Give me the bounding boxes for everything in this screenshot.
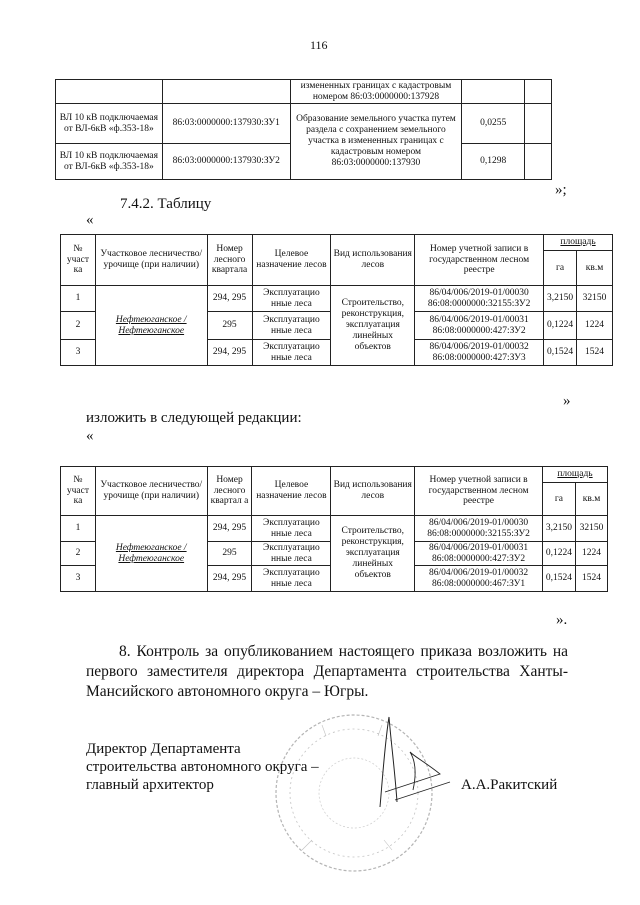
top-row1-col2: 86:03:0000000:137930:ЗУ1 [162, 104, 290, 144]
quarter-cell: 294, 295 [207, 286, 252, 312]
table-row: 3 [61, 566, 96, 592]
header-ha: га [542, 483, 575, 516]
ha-cell: 0,1524 [544, 340, 577, 366]
sqm-cell: 32150 [577, 286, 613, 312]
purpose-cell: Эксплуатацио нные леса [252, 516, 331, 542]
header-num: № участ ка [61, 235, 96, 286]
purpose-cell: Эксплуатацио нные леса [252, 340, 331, 366]
sqm-cell: 1524 [575, 566, 607, 592]
forestry-name: Нефтеюганское / Нефтеюганское [95, 516, 207, 592]
header-purpose: Целевое назначение лесов [252, 467, 331, 516]
sqm-cell: 32150 [575, 516, 607, 542]
top-row1-col1: ВЛ 10 кВ подключаемая от ВЛ-6кВ «ф.353-18» [56, 104, 163, 144]
top-table [55, 79, 552, 180]
header-forestry: Участковое лесничество/ урочище (при наличии) [95, 235, 207, 286]
forest-table-old [60, 234, 613, 366]
record-cell: 86/04/006/2019-01/00032 86:08:0000000:467:ЗУ1 [415, 566, 543, 592]
sqm-cell: 1224 [575, 542, 607, 566]
signature-title-line-2: строительства автономного округа – [86, 759, 319, 775]
top-row0-col3: измененных границах с кадастровым номером 86:03:0000000:137928 [290, 80, 462, 104]
record-cell: 86/04/006/2019-01/00031 86:08:0000000:427:ЗУ2 [415, 542, 543, 566]
top-row2-col2: 86:03:0000000:137930:ЗУ2 [162, 144, 290, 180]
table-row: 1 [61, 516, 96, 542]
quote-open-1: « [86, 212, 94, 228]
new-edition-text: изложить в следующей редакции: [86, 410, 302, 426]
forestry-name: Нефтеюганское / Нефтеюганское [95, 286, 207, 366]
quote-close-3: ». [556, 612, 568, 628]
quarter-cell: 295 [207, 312, 252, 340]
top-row1-col4: 0,0255 [462, 104, 525, 144]
record-cell: 86/04/006/2019-01/00031 86:08:0000000:427:ЗУ2 [415, 312, 544, 340]
header-record: Номер учетной записи в государственном лесном реестре [415, 235, 544, 286]
quote-open-2: « [86, 428, 94, 444]
quarter-cell: 294, 295 [207, 340, 252, 366]
table-row: 2 [61, 312, 96, 340]
quarter-cell: 294, 295 [207, 566, 252, 592]
paragraph-8: 8. Контроль за опубликованием настоящего приказа возложить на первого заместителя директора Департамента строительства Ханты-Мансийского автономного округа – Югры. [86, 643, 568, 700]
table-row: 3 [61, 340, 96, 366]
table-row: 2 [61, 542, 96, 566]
header-quarter: Номер лесного квартал а [207, 467, 252, 516]
header-ha: га [544, 251, 577, 286]
record-cell: 86/04/006/2019-01/00030 86:08:0000000:32155:ЗУ2 [415, 286, 544, 312]
top-row2-col1: ВЛ 10 кВ подключаемая от ВЛ-6кВ «ф.353-18» [56, 144, 163, 180]
header-record: Номер учетной записи в государственном лесном реестре [415, 467, 543, 516]
page-number: 116 [310, 38, 328, 52]
header-quarter: Номер лесного квартала [207, 235, 252, 286]
header-use: Вид использования лесов [331, 235, 415, 286]
quarter-cell: 295 [207, 542, 252, 566]
signature-title-line-3: главный архитектор [86, 777, 214, 793]
header-area: площадь [542, 467, 607, 483]
handwritten-signature [355, 712, 465, 812]
ha-cell: 0,1224 [544, 312, 577, 340]
quarter-cell: 294, 295 [207, 516, 252, 542]
top-row2-col4: 0,1298 [462, 144, 525, 180]
header-purpose: Целевое назначение лесов [252, 235, 331, 286]
ha-cell: 0,1524 [542, 566, 575, 592]
header-area: площадь [544, 235, 613, 251]
ha-cell: 3,2150 [542, 516, 575, 542]
top-row1-col3: Образование земельного участка путем раздела с сохранением земельного участка в измененных границах с кадастровым номером 86:03:0000000:137930 [290, 104, 462, 180]
signatory-name: А.А.Ракитский [461, 777, 558, 793]
purpose-cell: Эксплуатацио нные леса [252, 286, 331, 312]
sqm-cell: 1224 [577, 312, 613, 340]
ha-cell: 3,2150 [544, 286, 577, 312]
use-type: Строительство, реконструкция, эксплуатация линейных объектов [331, 516, 415, 592]
ha-cell: 0,1224 [542, 542, 575, 566]
quote-close-1: »; [555, 182, 567, 198]
table-row: 1 [61, 286, 96, 312]
record-cell: 86/04/006/2019-01/00032 86:08:0000000:427:ЗУ3 [415, 340, 544, 366]
header-forestry: Участковое лесничество/ урочище (при наличии) [95, 467, 207, 516]
header-num: № участ ка [61, 467, 96, 516]
header-use: Вид использования лесов [331, 467, 415, 516]
purpose-cell: Эксплуатацио нные леса [252, 566, 331, 592]
signature-title-line-1: Директор Департамента [86, 741, 241, 757]
purpose-cell: Эксплуатацио нные леса [252, 542, 331, 566]
section-title: 7.4.2. Таблицу [120, 196, 212, 212]
purpose-cell: Эксплуатацио нные леса [252, 312, 331, 340]
record-cell: 86/04/006/2019-01/00030 86:08:0000000:32155:ЗУ2 [415, 516, 543, 542]
header-sqm: кв.м [575, 483, 607, 516]
forest-table-new [60, 466, 608, 592]
sqm-cell: 1524 [577, 340, 613, 366]
header-sqm: кв.м [577, 251, 613, 286]
quote-close-2: » [563, 393, 571, 409]
use-type: Строительство, реконструкция, эксплуатация линейных объектов [331, 286, 415, 366]
